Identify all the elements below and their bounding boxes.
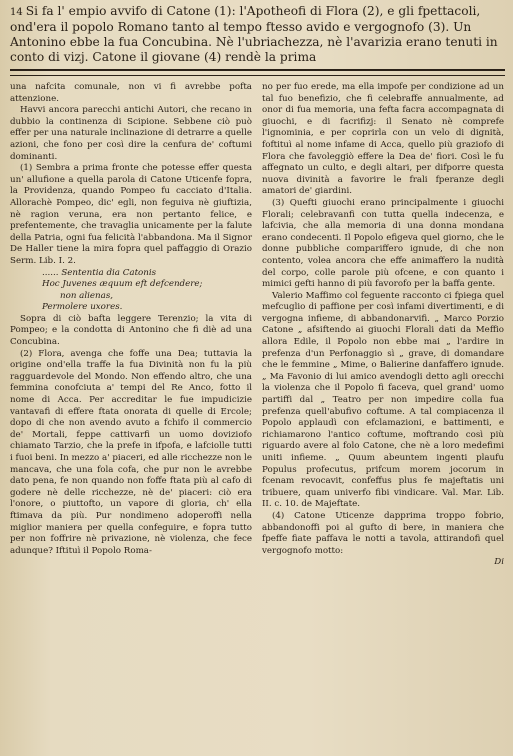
footnote-4: (4) Catone Uticenze dapprima troppo fobrio, abbandonoffi poi al gufto di bere, in maniera che fpeffe fiate paffava le notti a tavola, attirandofi quel vergognofo motto: <box>262 510 504 556</box>
header-text: Si fa l' empio avvifo di Catone (1): l'Apotheofi di Flora (2), e gli fpettacoli, ond'era il popolo Romano tanto al tempo ftesso avido e vergognofo (3). Un Antonino ebbe la fua Concubina. Nè l'ubriachezza, nè l'avarizia erano tenuti in conto di vizj. Catone il giovane (4) rendè la prima <box>10 4 498 64</box>
paragraph: Valerio Maffimo col feguente racconto ci fpiega quel mefcuglio di paffione per così infami divertimenti, e di vergogna infieme, di abbandonarvifi. „ Marco Porzio Catone „ afsiftendo ai giuochi Florali dati da Meffio allora Edile, il Popolo non ebbe mai „ l'ardire in prefenza d'un Perfonaggio sì „ grave, di domandare che le femmine „ Mime, o Balierine danfaffero ignude. „ Ma Favonio di lui amico avendogli detto agli orecchi la violenza che il Popolo fi faceva, quel grand' uomo partiffi dal „ Teatro per non impedire colla fua prefenza quell'abufivo coftume. A tal compiacenza il Popolo applaudì con efclamazioni, e battimenti, e richiamarono l'antico coftume, moftrando così più riguardo avere al folo Catone, che nè a loro medefimi uniti infieme. „ Quum abeuntem ingenti plaufu Populus profecutus, prifcum morem jocorum in fcenam revocavit, confeffus plus fe majeftatis uni tribuere, quam univerfo fibi vindicare. Val. Mar. Lib. II. c. 10. de Majeftate. <box>262 290 504 510</box>
right-column <box>262 82 504 569</box>
footnote-columns <box>10 82 505 569</box>
quote-line: ...... Sententia dia Catonis <box>42 267 157 278</box>
left-column <box>10 82 252 569</box>
footnote-2: (2) Flora, avenga che foffe una Dea; tuttavia la origine ond'ella traffe la fua Divinità non fu la più ragguardevole del Mondo. Non effendo altro, che una femmina conofciuta a' tempi del Re Anco, fotto il nome di Acca. Per accreditar le fue impudicizie vantavafi di effere ftata onorata di quelle di Ercole; dopo di che non avendo avuto a fchifo il commercio de' Mortali, feppe cattivarfi un uomo doviziofo chiamato Tarzio, che la prefe in ifpofa, e lafciolle tutti i fuoi beni. In mezzo a' piaceri, ed alle ricchezze non le mancava, che una fola cofa, che pur non le avrebbe dato pena, fe non quando non foffe ftata più al cafo di godere nè delle ricchezze, nè de' piaceri: ciò era l'onore, o piuttofto, un vapore di gloria, ch' ella ftimava da più. Pur nondimeno adoperoffi nella miglior maniera per quella confeguire, e fopra tutto per non foffrire nè privazione, nè violenza, che fece adunque? Iftituì il Popolo Roma- <box>10 348 253 556</box>
latin-quote <box>10 268 252 314</box>
quote-line: Hoc Juvenes æquum eft defcendere; <box>42 279 203 290</box>
catchword: Di <box>494 557 504 568</box>
page-header <box>10 4 505 65</box>
quote-line: non alienas, <box>60 290 114 301</box>
double-rule-divider <box>10 69 505 76</box>
footnote-3: (3) Quefti giuochi erano principalmente i giuochi Florali; celebravanfi con tutta quella indecenza, e lafcivia, che alla memoria di una donna mondana erano condecenti. Il Popolo efigeva quel giorno, che le donne pubbliche compariffero ignude, di che non contento, volea ancora che effe animaffero la nudità del corpo, colle parole più ofcene, e con quanto i mimici gefti hanno di più favorofo per la baffa gente. <box>262 197 504 290</box>
footnote-1: (1) Sembra a prima fronte che potesse effer questa un' allufione a quella parola di Catone Uticenfe fopra, la Providenza, quando Pompeo fu cacciato d'Italia. Allorachè Pompeo, dic' egli, non feguiva nè giuftizia, nè ragion veruna, era non pertanto felice, e prefentemente, che travaglia unicamente per la falute della Patria, ogni fua felicità l'abbandona. Ma il Signor De Haller tiene la mira fopra quel paffaggio di Orazio Serm. Lib. I. 2. <box>10 163 252 266</box>
paragraph: Sopra di ciò bafta leggere Terenzio; la vita di Pompeo; e la condotta di Antonino che fi diè ad una Concubina. <box>10 313 252 348</box>
paragraph: no per fuo erede, ma ella impofe per condizione ad un tal fuo benefizio, che fi celebraffe annualmente, ad onor di fua memoria, una fefta facra accompagnata di giuochi, e di facrifizj: il Senato nè comprefe l'ignominia, e per coprirla con un velo di dignità, foftituì al nome infame di Acca, quello più graziofo di Flora che favoleggiò effere la Dea de' fiori. Così le fu affegnato un culto, e degli altari, per difporre questa nuova divinità a favorire le frali fperanze degli amatori de' giardini. <box>262 82 504 197</box>
paragraph: Havvi ancora parecchi antichi Autori, che recano in dubbio la continenza di Scipione. Sebbene ciò può effer per una naturale inclinazione di detrarre a quelle azioni, che fono per così dire la cenfura de' coftumi dominanti. <box>10 105 252 162</box>
quote-line: Permolere uxores. <box>42 302 123 313</box>
paragraph: una nafcita comunale, non vi fi avrebbe pofta attenzione. <box>10 82 252 104</box>
page-number: 14 <box>10 7 23 18</box>
